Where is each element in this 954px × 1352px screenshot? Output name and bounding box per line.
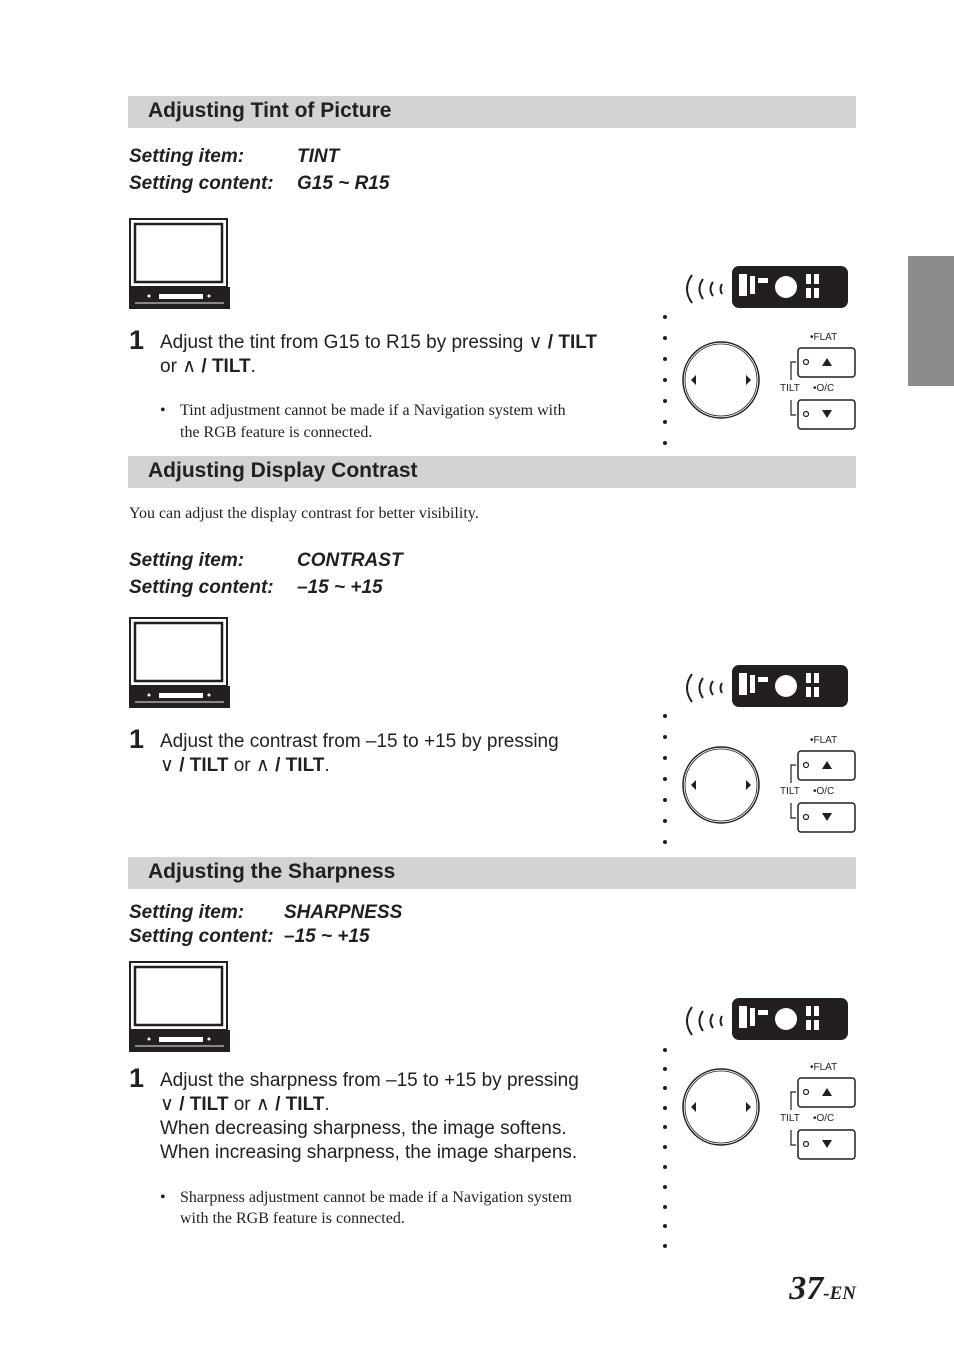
section-header-sharpness: [128, 857, 856, 889]
setting-item-row: [129, 143, 340, 170]
remote-control-illustration: [656, 994, 866, 1254]
chapter-side-tab: [908, 256, 954, 386]
tilt-label: TILT: [780, 786, 800, 797]
remote-graphic: [656, 262, 866, 452]
remote-graphic: [656, 661, 866, 851]
remote-graphic: [656, 994, 866, 1254]
setting-item-value: TINT: [297, 146, 340, 167]
setting-item-label: Setting item:: [129, 146, 245, 167]
down-arrow-icon: ∨: [160, 755, 174, 776]
flat-label: •FLAT: [810, 735, 838, 746]
section-header-contrast: [128, 456, 856, 488]
setting-content-label: Setting content:: [129, 577, 274, 598]
step-number: 1: [129, 1063, 145, 1093]
setting-content-label: Setting content:: [129, 926, 274, 947]
setting-content-row: [129, 170, 390, 197]
monitor-illustration: [129, 617, 230, 709]
flat-label: •FLAT: [810, 332, 838, 343]
step-number: 1: [129, 724, 145, 754]
remote-control-illustration: [656, 262, 866, 452]
setting-item-label: Setting item:: [129, 550, 245, 571]
monitor-illustration: [129, 218, 230, 310]
setting-content-value: G15 ~ R15: [297, 173, 390, 194]
page-number: 37-EN: [789, 1270, 856, 1307]
setting-item-label: Setting item:: [129, 902, 245, 923]
step-instruction: Adjust the contrast from –15 to +15 by pressing ∨ / TILT or ∧ / TILT.: [160, 731, 559, 776]
setting-item-row: [129, 899, 403, 926]
oc-label: •O/C: [813, 786, 835, 797]
setting-content-value: –15 ~ +15: [297, 577, 383, 598]
down-arrow-icon: ∨: [528, 332, 543, 353]
setting-content-value: –15 ~ +15: [284, 926, 370, 947]
setting-item-value: CONTRAST: [297, 550, 403, 571]
tilt-label: TILT: [780, 383, 800, 394]
step-instruction: Adjust the tint from G15 to R15 by pressing ∨ / TILT or ∧ / TILT.: [160, 332, 598, 377]
setting-content-row: [129, 923, 370, 950]
up-arrow-icon: ∧: [182, 356, 197, 377]
setting-content-label: Setting content:: [129, 173, 274, 194]
monitor-illustration: [129, 961, 230, 1053]
section-title: Adjusting Display Contrast: [148, 459, 418, 482]
down-arrow-icon: ∨: [160, 1094, 174, 1115]
oc-label: •O/C: [813, 383, 835, 394]
flat-label: •FLAT: [810, 1062, 838, 1073]
step-number: 1: [129, 325, 145, 355]
up-arrow-icon: ∧: [255, 755, 270, 776]
tilt-label: TILT: [780, 1113, 800, 1124]
step-instruction: Adjust the sharpness from –15 to +15 by pressing ∨ / TILT or ∧ / TILT. When decreasing sharpness, the image softens. When increasing sharpness, the image sharpens.: [160, 1070, 579, 1163]
setting-content-row: [129, 574, 383, 601]
setting-item-row: [129, 547, 403, 574]
oc-label: •O/C: [813, 1113, 835, 1124]
setting-item-value: SHARPNESS: [284, 902, 403, 923]
section-title: Adjusting Tint of Picture: [148, 99, 392, 122]
up-arrow-icon: ∧: [255, 1094, 270, 1115]
remote-control-illustration: [656, 661, 866, 851]
section-title: Adjusting the Sharpness: [148, 860, 396, 883]
section-header-tint: [128, 96, 856, 128]
section-intro: You can adjust the display contrast for better visibility.: [129, 505, 479, 522]
